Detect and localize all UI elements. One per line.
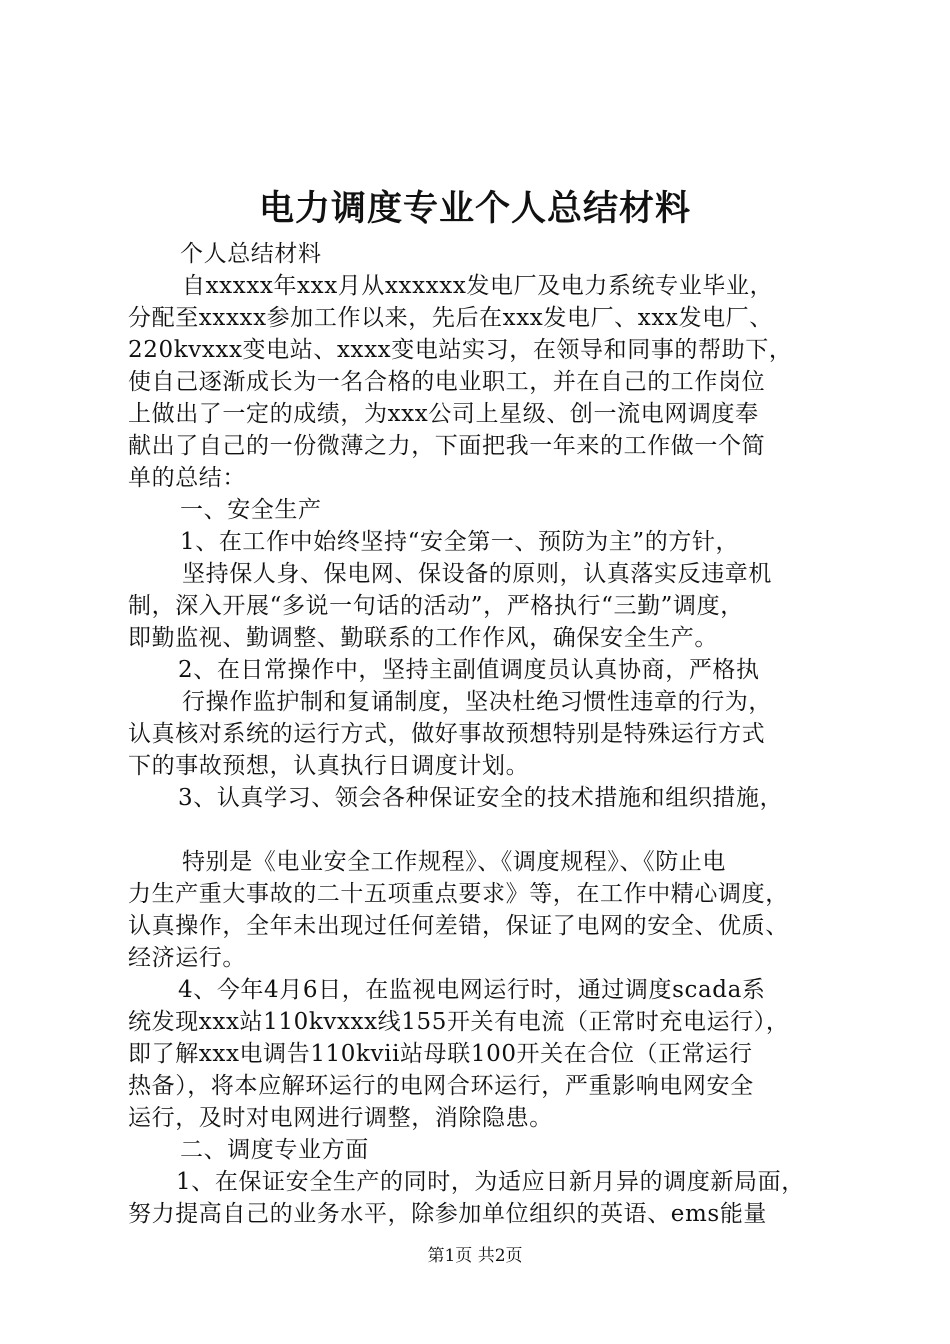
section-heading: 一、安全生产 [180,497,322,523]
text-line: 努力提高自己的业务水平，除参加单位组织的英语、ems能量 [128,1201,768,1227]
text-line: 1、在工作中始终坚持“安全第一、预防为主”的方针， [180,529,740,555]
text-line: 认真核对系统的运行方式，做好事故预想特别是特殊运行方式 [128,721,766,747]
text-line: 即了解xxx电调告110kvii站母联100开关在合位（正常运行 [128,1041,753,1067]
text-line: 行操作监护制和复诵制度，坚决杜绝习惯性违章的行为， [182,689,772,715]
text-line: 献出了自己的一份微薄之力，下面把我一年来的工作做一个简 [128,433,766,459]
text-line: 经济运行。 [128,945,246,971]
text-line: 热备），将本应解环运行的电网合环运行，严重影响电网安全 [128,1073,754,1099]
section-heading: 二、调度专业方面 [180,1137,369,1163]
text-line: 统发现xxx站110kvxxx线155开关有电流（正常时充电运行）， [128,1009,790,1035]
text-line: 3、认真学习、领会各种保证安全的技术措施和组织措施， [178,785,784,811]
text-line: 力生产重大事故的二十五项重点要求》等，在工作中精心调度， [128,881,789,907]
text-line: 下的事故预想，认真执行日调度计划。 [128,753,530,779]
text-line: 使自己逐渐成长为一名合格的电业职工，并在自己的工作岗位 [128,369,766,395]
text-line: 上做出了一定的成绩，为xxx公司上星级、创一流电网调度奉 [128,401,759,427]
text-line: 分配至xxxxx参加工作以来，先后在xxx发电厂、xxx发电厂、 [128,305,773,331]
text-line: 4、今年4月6日，在监视电网运行时，通过调度scada系 [178,977,766,1003]
text-line: 认真操作，全年未出现过任何差错，保证了电网的安全、优质、 [128,913,789,939]
text-line: 2、在日常操作中，坚持主副值调度员认真协商，严格执 [178,657,760,683]
text-line: 220kvxxx变电站、xxxx变电站实习，在领导和同事的帮助下， [128,337,793,363]
text-line: 特别是《电业安全工作规程》、《调度规程》、《防止电 [182,849,726,875]
text-line: 单的总结： [128,465,246,491]
text-line: 运行，及时对电网进行调整，消除隐患。 [128,1105,553,1131]
text-line: 1、在保证安全生产的同时，为适应日新月异的调度新局面， [176,1169,805,1195]
text-line: 即勤监视、勤调整、勤联系的工作作风，确保安全生产。 [128,625,718,651]
text-line: 自xxxxx年xxx月从xxxxxx发电厂及电力系统专业毕业， [182,273,774,299]
text-line: 个人总结材料 [180,241,322,267]
page-footer: 第1页 共2页 [427,1246,523,1266]
page-title: 电力调度专业个人总结材料 [258,188,691,229]
text-line: 制，深入开展“多说一句话的活动”，严格执行“三勤”调度， [128,593,744,619]
text-line: 坚持保人身、保电网、保设备的原则，认真落实反违章机 [182,561,772,587]
